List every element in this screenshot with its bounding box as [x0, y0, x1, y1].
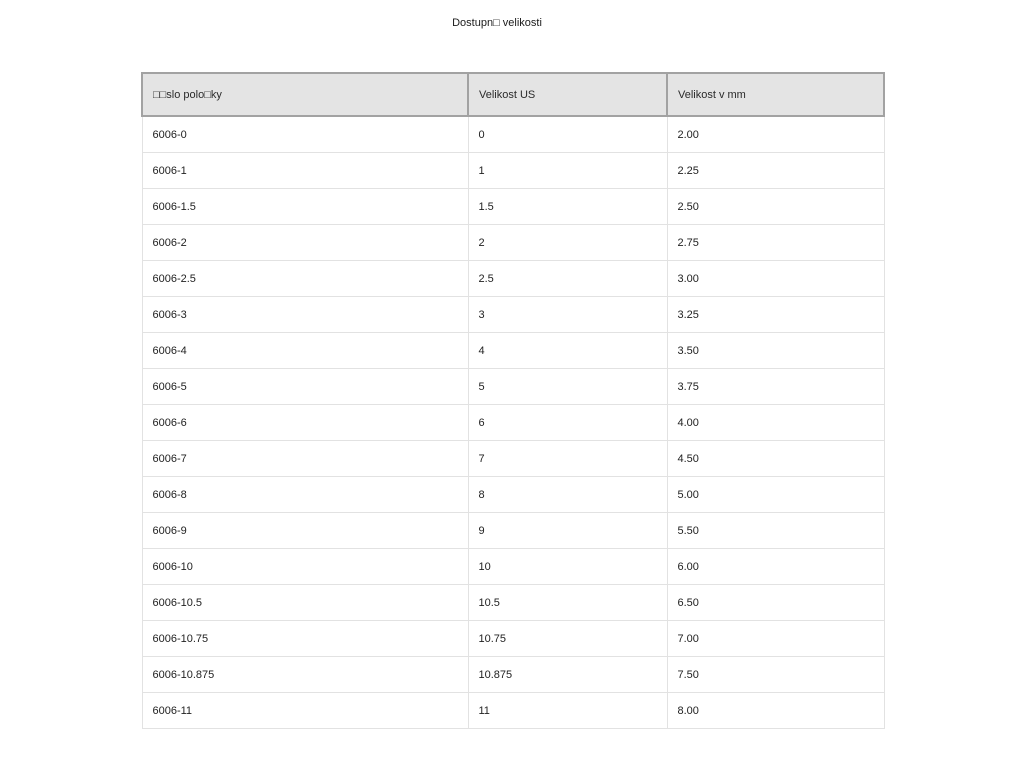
cell-size-mm: 5.50: [667, 513, 884, 549]
column-header-size-mm: Velikost v mm: [667, 73, 884, 116]
table-row: [142, 153, 884, 189]
page-title: Dostupn□ velikosti: [452, 17, 542, 29]
cell-item-number: 6006-0: [142, 116, 468, 153]
cell-item-number: 6006-4: [142, 333, 468, 369]
cell-size-us: 6: [468, 405, 667, 441]
cell-item-number: 6006-9: [142, 513, 468, 549]
cell-size-us: 10.875: [468, 657, 667, 693]
table-row: [142, 189, 884, 225]
table-row: [142, 513, 884, 549]
cell-size-mm: 7.00: [667, 621, 884, 657]
table-row: [142, 333, 884, 369]
cell-size-us: 9: [468, 513, 667, 549]
cell-size-us: 4: [468, 333, 667, 369]
cell-item-number: 6006-8: [142, 477, 468, 513]
cell-item-number: 6006-2.5: [142, 261, 468, 297]
cell-size-mm: 6.00: [667, 549, 884, 585]
cell-item-number: 6006-7: [142, 441, 468, 477]
column-header-size-us: Velikost US: [468, 73, 667, 116]
cell-size-us: 8: [468, 477, 667, 513]
cell-size-us: 1.5: [468, 189, 667, 225]
table-row: [142, 297, 884, 333]
cell-size-us: 3: [468, 297, 667, 333]
cell-size-mm: 3.50: [667, 333, 884, 369]
table-row: [142, 585, 884, 621]
cell-item-number: 6006-10: [142, 549, 468, 585]
cell-size-mm: 7.50: [667, 657, 884, 693]
cell-size-mm: 2.50: [667, 189, 884, 225]
cell-size-us: 11: [468, 693, 667, 729]
cell-size-mm: 5.00: [667, 477, 884, 513]
table-row: [142, 693, 884, 729]
cell-size-us: 5: [468, 369, 667, 405]
cell-size-mm: 4.00: [667, 405, 884, 441]
cell-item-number: 6006-10.5: [142, 585, 468, 621]
table-row: [142, 441, 884, 477]
table-body: [142, 116, 884, 729]
cell-size-us: 2.5: [468, 261, 667, 297]
cell-size-mm: 3.25: [667, 297, 884, 333]
cell-size-mm: 3.75: [667, 369, 884, 405]
cell-size-us: 10: [468, 549, 667, 585]
cell-size-mm: 3.00: [667, 261, 884, 297]
cell-item-number: 6006-11: [142, 693, 468, 729]
cell-size-mm: 6.50: [667, 585, 884, 621]
table-row: [142, 477, 884, 513]
table-row: [142, 225, 884, 261]
cell-item-number: 6006-6: [142, 405, 468, 441]
cell-item-number: 6006-1: [142, 153, 468, 189]
cell-size-us: 2: [468, 225, 667, 261]
cell-item-number: 6006-10.875: [142, 657, 468, 693]
table-row: [142, 549, 884, 585]
cell-size-mm: 4.50: [667, 441, 884, 477]
cell-size-us: 1: [468, 153, 667, 189]
cell-size-mm: 2.25: [667, 153, 884, 189]
cell-item-number: 6006-2: [142, 225, 468, 261]
cell-size-mm: 2.00: [667, 116, 884, 153]
table-row: [142, 405, 884, 441]
cell-item-number: 6006-1.5: [142, 189, 468, 225]
cell-size-us: 0: [468, 116, 667, 153]
cell-size-us: 10.75: [468, 621, 667, 657]
table-row: [142, 657, 884, 693]
table-row: [142, 369, 884, 405]
cell-size-mm: 2.75: [667, 225, 884, 261]
cell-item-number: 6006-5: [142, 369, 468, 405]
cell-size-us: 7: [468, 441, 667, 477]
cell-item-number: 6006-10.75: [142, 621, 468, 657]
table-row: [142, 621, 884, 657]
table-row: [142, 116, 884, 153]
cell-size-mm: 8.00: [667, 693, 884, 729]
column-header-item-number: □□slo polo□ky: [142, 73, 468, 116]
cell-item-number: 6006-3: [142, 297, 468, 333]
table-header-row: [142, 73, 884, 116]
cell-size-us: 10.5: [468, 585, 667, 621]
sizes-table: [141, 72, 885, 729]
table-row: [142, 261, 884, 297]
